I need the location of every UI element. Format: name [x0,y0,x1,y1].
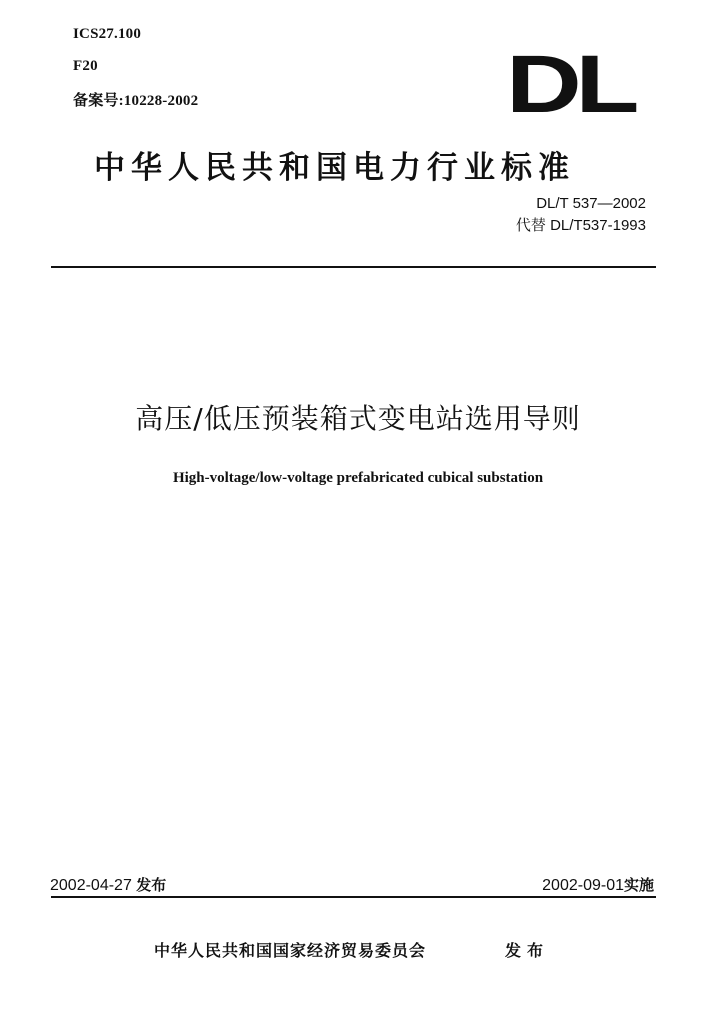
issue-label: 发布 [505,941,550,960]
issuing-authority: 中华人民共和国国家经济贸易委员会 [154,941,427,960]
top-divider [51,266,656,268]
implement-label: 实施 [623,876,654,894]
implement-date-line [542,874,654,895]
document-title-zh: 高压/低压预装箱式变电站选用导则 [135,402,581,435]
standard-number: DL/T 537—2002 [536,195,646,212]
dl-logo: DL [506,39,634,130]
implement-date: 2002-09-01 [542,877,624,894]
document-title-en: High-voltage/low-voltage prefabricated cubical substation [172,470,544,486]
ccs-code: F20 [73,58,98,74]
publish-label: 发布 [136,876,167,894]
publish-date: 2002-04-27 [50,877,132,894]
ics-code: ICS27.100 [73,26,142,42]
publish-date-line [50,874,166,895]
standard-category-title: 中华人民共和国电力行业标准 [94,150,575,186]
filing-number: 备案号:10228-2002 [73,93,199,109]
replaces-standard: 代替 DL/T537-1993 [515,217,646,234]
bottom-divider [51,896,656,898]
